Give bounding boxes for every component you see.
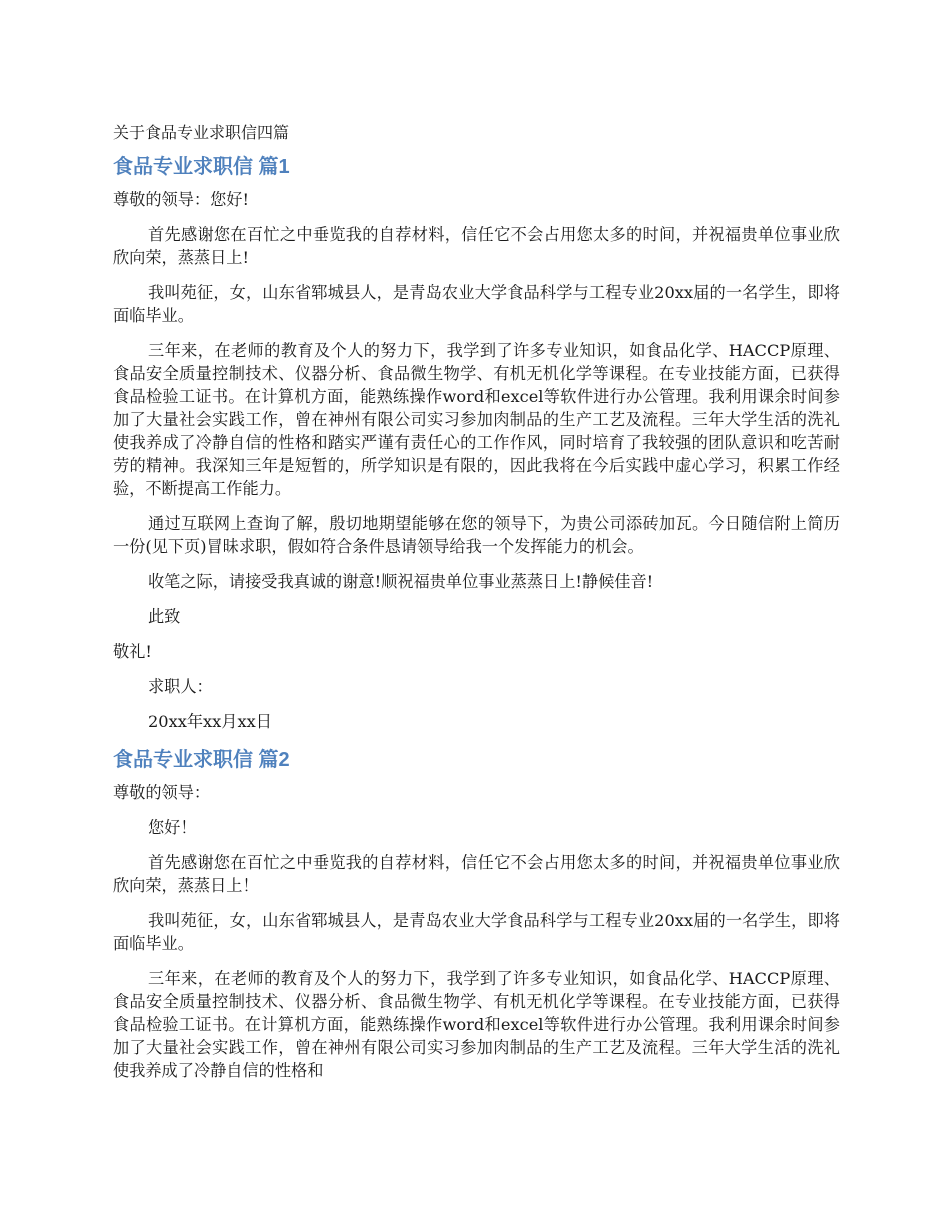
body-paragraph: 通过互联网上查询了解，殷切地期望能够在您的领导下，为贵公司添砖加瓦。今日随信附上简历一份(见下页)冒昧求职，假如符合条件恳请领导给我一个发挥能力的机会。 xyxy=(113,514,840,556)
salutation: 尊敬的领导： xyxy=(113,783,211,802)
salutation: 尊敬的领导：您好! xyxy=(113,190,250,209)
body-paragraph: 首先感谢您在百忙之中垂览我的自荐材料，信任它不会占用您太多的时间，并祝福贵单位事业欣欣向荣，蒸蒸日上! xyxy=(113,225,840,267)
document-title: 关于食品专业求职信四篇 xyxy=(113,123,290,142)
date-line: 20xx年xx月xx日 xyxy=(148,712,272,731)
section-1 xyxy=(113,152,840,733)
closing-salute: 敬礼! xyxy=(113,642,152,661)
body-paragraph: 收笔之际，请接受我真诚的谢意!顺祝福贵单位事业蒸蒸日上!静候佳音! xyxy=(148,572,654,591)
closing-line: 此致 xyxy=(148,607,181,626)
body-paragraph: 我叫苑征，女，山东省郓城县人，是青岛农业大学食品科学与工程专业20xx届的一名学生，即将面临毕业。 xyxy=(113,911,840,953)
document-page xyxy=(113,120,840,1094)
signature-label: 求职人： xyxy=(148,677,213,696)
body-paragraph: 首先感谢您在百忙之中垂览我的自荐材料，信任它不会占用您太多的时间，并祝福贵单位事业欣欣向荣，蒸蒸日上！ xyxy=(113,853,840,895)
greeting: 您好！ xyxy=(148,818,197,837)
section-2 xyxy=(113,745,840,1082)
body-paragraph: 三年来，在老师的教育及个人的努力下，我学到了许多专业知识，如食品化学、HACCP原理、食品安全质量控制技术、仪器分析、食品微生物学、有机无机化学等课程。在专业技能方面，已获得食品检验工证书。在计算机方面，能熟练操作word和excel等软件进行办公管理。我利用课余时间参加了大量社会实践工作，曾在神州有限公司实习参加肉制品的生产工艺及流程。三年大学生活的洗礼使我养成了冷静自信的性格和 xyxy=(113,969,840,1080)
body-paragraph: 我叫苑征，女，山东省郓城县人，是青岛农业大学食品科学与工程专业20xx届的一名学生，即将面临毕业。 xyxy=(113,283,840,325)
section-heading: 食品专业求职信 篇1 xyxy=(113,156,290,178)
section-heading: 食品专业求职信 篇2 xyxy=(113,749,290,771)
body-paragraph: 三年来，在老师的教育及个人的努力下，我学到了许多专业知识，如食品化学、HACCP原理、食品安全质量控制技术、仪器分析、食品微生物学、有机无机化学等课程。在专业技能方面，已获得食品检验工证书。在计算机方面，能熟练操作word和excel等软件进行办公管理。我利用课余时间参加了大量社会实践工作，曾在神州有限公司实习参加肉制品的生产工艺及流程。三年大学生活的洗礼使我养成了冷静自信的性格和踏实严谨有责任心的工作作风，同时培育了我较强的团队意识和吃苦耐劳的精神。我深知三年是短暂的，所学知识是有限的，因此我将在今后实践中虚心学习，积累工作经验，不断提高工作能力。 xyxy=(113,341,840,498)
